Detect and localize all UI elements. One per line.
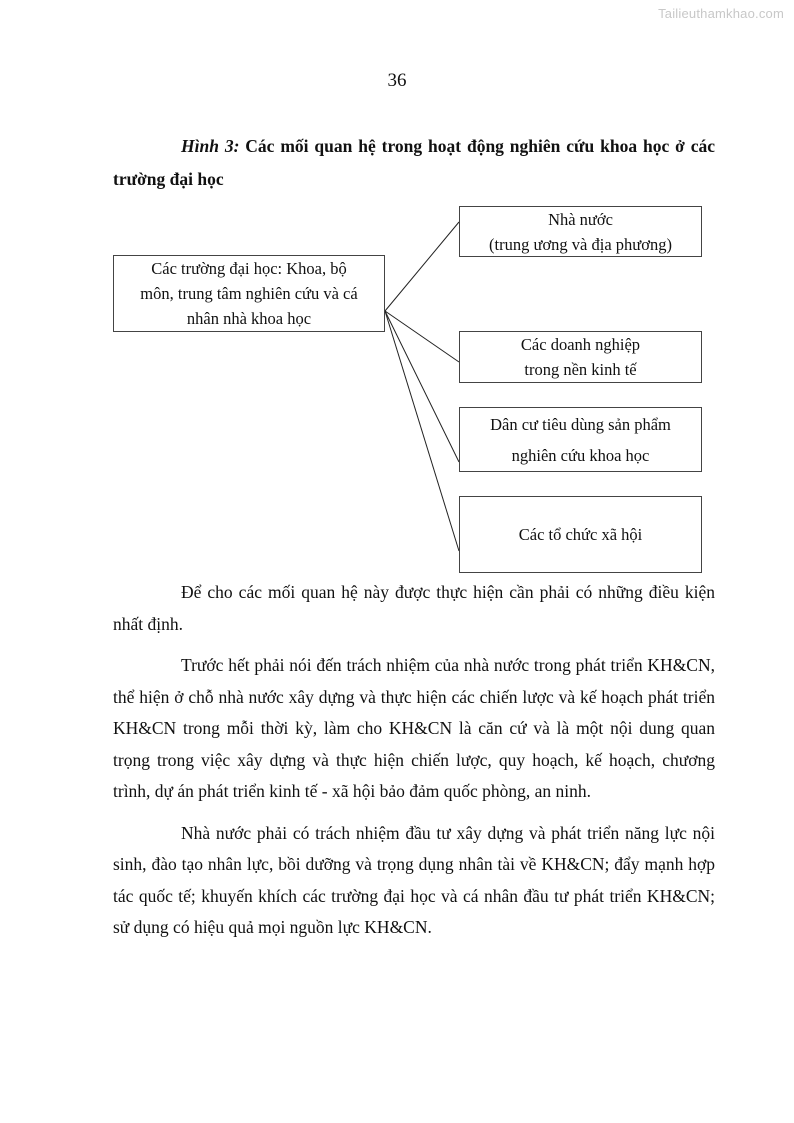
state-box <box>459 206 702 257</box>
connector-to-enterprises <box>385 311 459 362</box>
box-line: nghiên cứu khoa học <box>511 445 650 465</box>
paragraph: Để cho các mối quan hệ này được thực hiện cần phải có những điều kiện nhất định. <box>113 582 715 634</box>
universities-box <box>113 255 385 332</box>
body-text <box>113 577 715 954</box>
enterprises-box <box>459 331 702 383</box>
watermark: Tailieuthamkhao.com <box>658 6 784 21</box>
box-line: Nhà nước <box>548 209 613 229</box>
page-number: 36 <box>387 70 407 91</box>
social-orgs-box <box>459 496 702 573</box>
paragraph: Trước hết phải nói đến trách nhiệm của nhà nước trong phát triển KH&CN, thể hiện ở chỗ nhà nước xây dựng và thực hiện các chiến lược và kế hoạch phát triển KH&CN trong mỗi thời kỳ, làm cho KH&CN là căn cứ và là một nội dung quan trọng trong việc xây dựng và thực hiện chiến lược, quy hoạch, kế hoạch, chương trình, dự án phát triển kinh tế - xã hội bảo đảm quốc phòng, an ninh. <box>113 655 715 801</box>
box-line: trong nền kinh tế <box>524 360 637 379</box>
figure-label: Hình 3: <box>181 136 240 156</box>
connector-to-social-orgs <box>385 311 459 551</box>
box-line: Các doanh nghiệp <box>520 335 641 354</box>
box-line: Dân cư tiêu dùng sản phẩm <box>490 414 671 434</box>
box-line: nhân nhà khoa học <box>186 309 312 328</box>
paragraph: Nhà nước phải có trách nhiệm đầu tư xây dựng và phát triển năng lực nội sinh, đào tạo nhân lực, bồi dưỡng và trọng dụng nhân tài về KH&CN; đẩy mạnh hợp tác quốc tế; khuyến khích các trường đại học và cá nhân đầu tư phát triển KH&CN; sử dụng có hiệu quả mọi nguồn lực KH&CN. <box>113 822 715 937</box>
connector-to-state <box>385 222 459 311</box>
connector-to-population <box>385 311 459 462</box>
box-line: (trung ương và địa phương) <box>489 234 672 254</box>
population-box <box>459 407 702 472</box>
box-line: Các tổ chức xã hội <box>518 524 643 544</box>
box-line: môn, trung tâm nghiên cứu và cá <box>140 284 358 303</box>
box-line: Các trường đại học: Khoa, bộ <box>151 259 347 278</box>
figure-title: Các mối quan hệ trong hoạt động nghiên cứu khoa học ở các trường đại học <box>113 136 715 189</box>
